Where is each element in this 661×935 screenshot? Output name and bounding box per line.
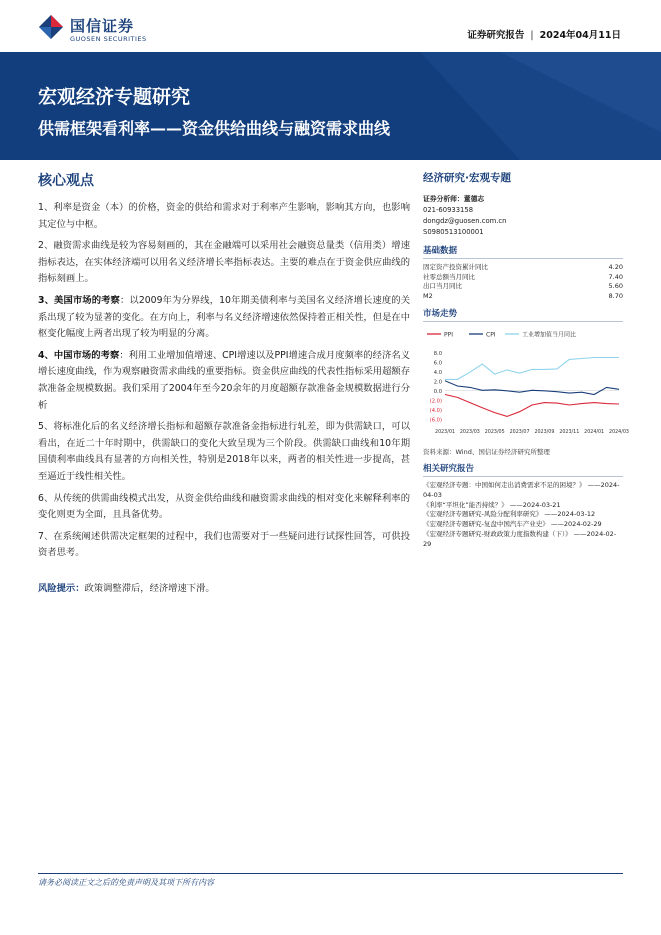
- data-row: [423, 263, 623, 273]
- logo-text: 国信证券: [70, 17, 135, 35]
- core-point-2: 2、融资需求曲线是较为容易刻画的，其在金融端可以采用社会融资总量类（信用类）增速指标表达，在实体经济端可以用名义经济增长率指标表达。主要的难点在于资金供应曲线的指标刻画上。: [38, 240, 410, 285]
- legend-label: 工业增加值当月同比: [522, 331, 577, 339]
- data-label: 固定资产投资累计同比: [423, 263, 488, 271]
- x-tick-label: 2023/11: [559, 430, 580, 435]
- core-point-4-label: 4、中国市场的考察: [38, 349, 120, 361]
- trend-chart: [423, 326, 629, 444]
- related-report[interactable]: 《宏观经济专题研究-复盘中国汽车产业史》 ——2024-02-29: [423, 520, 602, 529]
- x-tick-label: 2023/01: [435, 430, 455, 435]
- legend-label: PPI: [444, 331, 454, 339]
- analyst-email: dongdz@guosen.com.cn: [423, 217, 507, 225]
- data-label: 社零总额当月同比: [423, 272, 475, 281]
- report-date: 2024年04月11日: [539, 30, 621, 41]
- related-report[interactable]: 《宏观经济专题：中国如何走出消费需求不足的困境？》 ——2024-04-03: [423, 481, 620, 499]
- analyst-phone: 021-60933158: [423, 206, 474, 214]
- core-views: [38, 170, 410, 594]
- report-type: 证券研究报告: [467, 30, 525, 41]
- y-tick-label: 0.0: [433, 388, 442, 395]
- core-point-3-label: 3、美国市场的考察: [38, 294, 120, 306]
- x-tick-label: 2023/09: [534, 430, 555, 435]
- guosen-logo-icon: [38, 14, 64, 40]
- x-tick-label: 2024/03: [609, 430, 629, 435]
- series-line-cpi: [445, 381, 619, 395]
- core-heading: 核心观点: [38, 173, 94, 189]
- y-tick-label: (4.0): [429, 407, 442, 414]
- analyst-cert: S0980513100001: [423, 228, 484, 236]
- data-value: 8.70: [608, 291, 623, 300]
- risk-text: 政策调整滞后，经济增速下滑。: [84, 582, 215, 594]
- data-row: [423, 292, 623, 302]
- header: [0, 0, 661, 52]
- logo-text-en: GUOSEN SECURITIES: [70, 35, 147, 43]
- series-line-industrial: [445, 358, 619, 380]
- risk-warning: [38, 580, 410, 594]
- footer-divider: [38, 873, 623, 874]
- sidebar: [423, 170, 629, 550]
- core-point-1: 1、利率是资金（本）的价格，资金的供给和需求对于利率产生影响，影响其方向，也影响其定位与中枢。: [38, 202, 410, 230]
- core-point-7: 7、在系统阐述供需决定框架的过程中，我们也需要对于一些疑问进行试探性回答，可供投资者思考。: [38, 530, 410, 559]
- data-label: M2: [423, 291, 433, 300]
- x-tick-label: 2023/03: [459, 430, 480, 435]
- data-row: [423, 282, 623, 292]
- x-tick-label: 2024/01: [584, 430, 605, 435]
- core-point-6: 6、从传统的供需曲线模式出发，从资金供给曲线和融资需求曲线的相对变化来解释利率的变化则更为全面，且具备优势。: [38, 492, 410, 521]
- analyst-info: [423, 194, 623, 238]
- basic-data-table: [423, 263, 623, 301]
- x-tick-label: 2023/05: [484, 430, 505, 435]
- legend-label: CPI: [486, 331, 496, 339]
- y-tick-label: (6.0): [429, 417, 442, 424]
- trend-title: 市场走势: [423, 307, 623, 322]
- y-tick-label: 4.0: [433, 369, 442, 376]
- core-point-4: [38, 348, 410, 414]
- core-point-3: [38, 293, 410, 343]
- risk-label: 风险提示：: [38, 582, 85, 594]
- data-label: 出口当月同比: [423, 282, 462, 290]
- series-line-ppi: [445, 395, 619, 417]
- data-value: 7.40: [608, 272, 623, 281]
- related-title: 相关研究报告: [423, 462, 623, 477]
- core-point-5: 5、将标准化后的名义经济增长指标和超额存款准备金指标进行轧差，即为供需缺口，可以看出，在近二十年时期中，供需缺口的变化大致呈现为三个阶段。供需缺口曲线和10年期国债利率曲线具有显著的方向相关性，特别是2018年以来，两者的相关性进一步提高，甚至逼近于线性相关性。: [38, 421, 410, 482]
- core-point-4-text: ：利用工业增加值增速、CPI增速以及PPI增速合成月度频率的经济名义增长速度曲线，作为观察融资需求曲线的重要指标。资金供应曲线的代表性指标采用超额存款准备金规模数据。我们采用了2004年至今20余年的月度超额存款准备金规模数据进行分析: [38, 349, 410, 411]
- analyst-name: 董德志: [463, 195, 485, 203]
- title-banner: [0, 52, 661, 160]
- related-reports: [423, 481, 623, 550]
- x-tick-label: 2023/07: [509, 430, 530, 435]
- y-tick-label: 6.0: [433, 360, 442, 367]
- y-tick-label: (2.0): [429, 398, 442, 405]
- data-value: 4.20: [608, 263, 623, 271]
- core-point-3-text: ：以2009年为分界线，10年期美债利率与美国名义经济增长速度的关系出现了较为显著的变化。在方向上，利率与名义经济增速依然保持着正相关性，但是在中枢变化幅度上两者出现了较为明显的分离。: [38, 294, 410, 340]
- related-report[interactable]: 《宏观经济专题研究-风险分配利率研究》 ——2024-03-12: [423, 510, 596, 519]
- chart-source: 资料来源：Wind、国信证券经济研究所整理: [423, 448, 550, 456]
- analyst-label: 证券分析师：: [423, 195, 464, 203]
- sidebar-heading: 经济研究·宏观专题: [423, 172, 511, 184]
- report-meta: 证券研究报告 | 2024年04月11日: [467, 30, 621, 41]
- page-subtitle: 供需框架看利率——资金供给曲线与融资需求曲线: [38, 119, 391, 138]
- y-tick-label: 8.0: [433, 350, 442, 357]
- y-tick-label: 2.0: [433, 379, 442, 386]
- page-title: 宏观经济专题研究: [38, 86, 191, 108]
- basic-data-title: 基础数据: [423, 244, 623, 259]
- data-row: [423, 273, 623, 283]
- related-report[interactable]: 《宏观经济专题研究-财政政策力度指数构建（下）》 ——2024-02-29: [423, 529, 617, 548]
- data-value: 5.60: [608, 282, 623, 290]
- related-report[interactable]: 《利率“平坦化”能否持续？》 ——2024-03-21: [423, 500, 561, 509]
- footer-disclaimer: 请务必阅读正文之后的免责声明及其项下所有内容: [38, 878, 214, 887]
- trend-chart-svg: [423, 326, 629, 444]
